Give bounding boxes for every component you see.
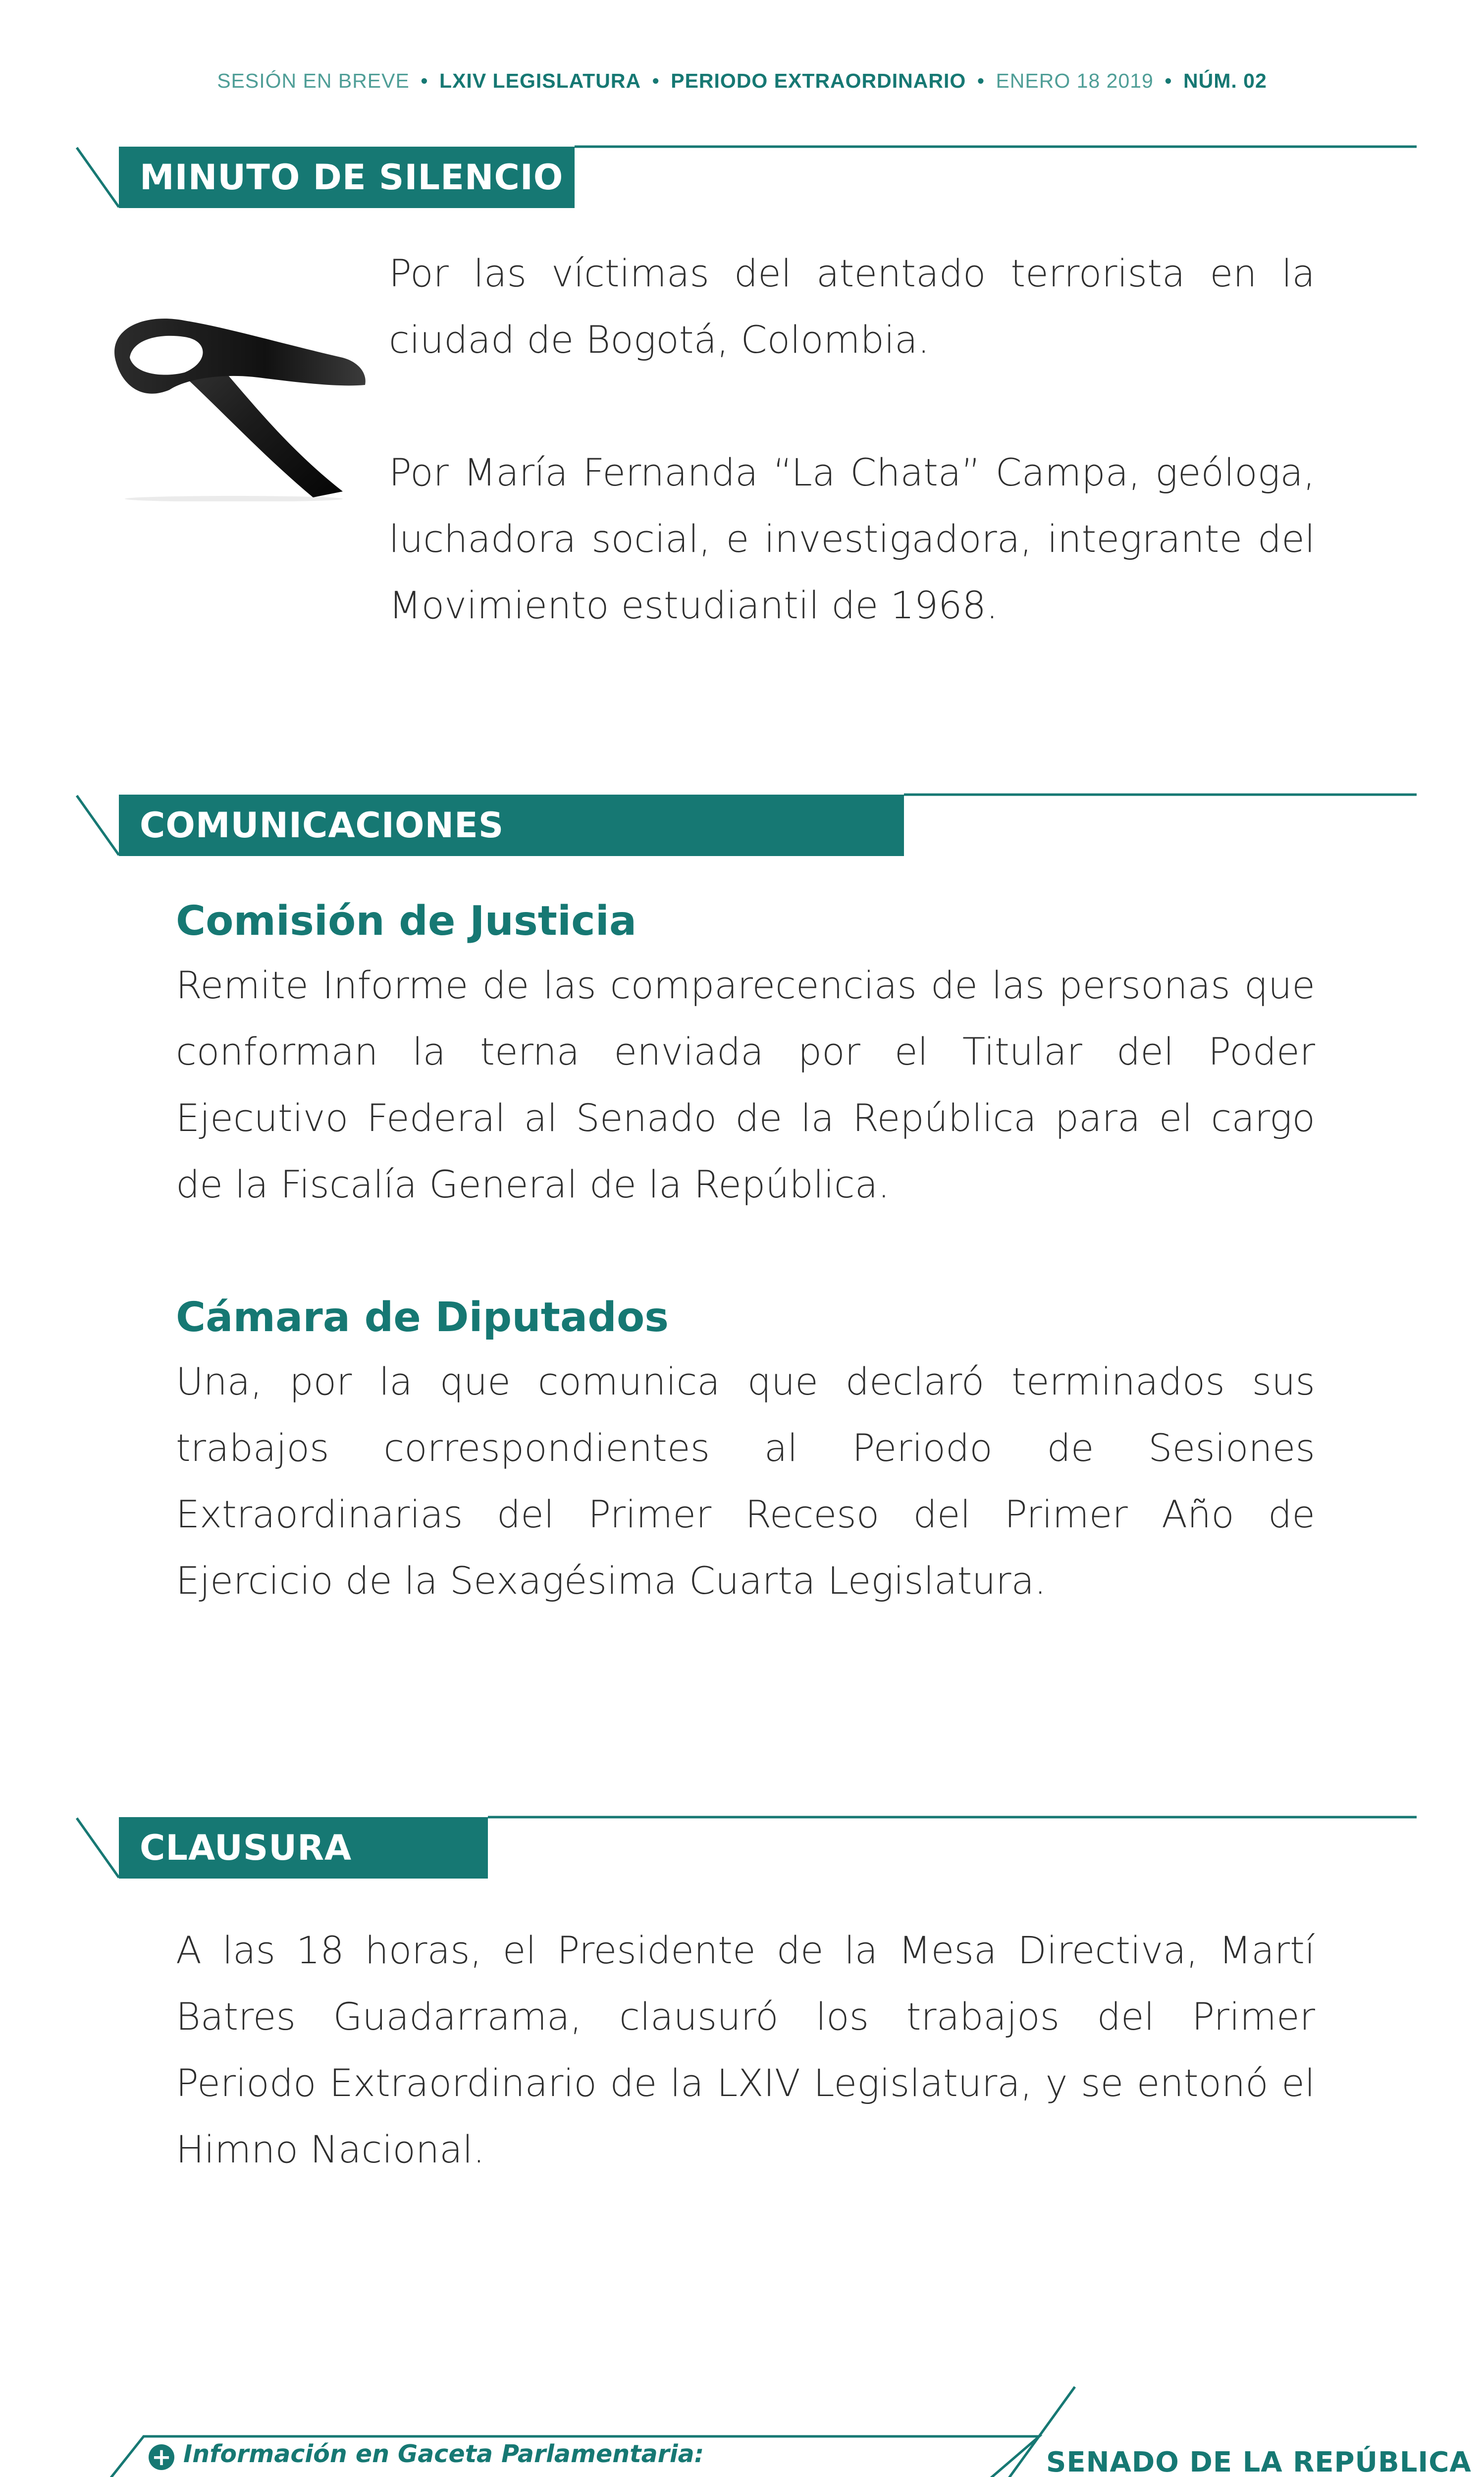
header-number: NÚM. 02 xyxy=(1183,69,1267,92)
org-name: SENADO DE LA REPÚBLICA xyxy=(1046,2446,1472,2477)
header-separator: • xyxy=(977,69,985,92)
header-separator: • xyxy=(421,69,428,92)
header-separator: • xyxy=(652,69,660,92)
minuto-paragraph-2: Por María Fernanda “La Chata” Campa, geóloga, luchadora social, e investigadora, integrante del Movimiento estudiantil de 1968. xyxy=(389,450,1315,627)
mourning-ribbon-icon xyxy=(110,303,377,501)
section-title-comunicaciones: COMUNICACIONES xyxy=(119,795,904,856)
camara-text: Una, por la que comunica que declaró terminados sus trabajos correspondientes al Periodo de Sesiones Extraordinarias del Primer Receso del Primer Año de Ejercicio de la Sexagésima Cuarta Legislatura. xyxy=(176,1359,1315,1603)
comision-heading: Comisión de Justicia xyxy=(176,898,637,945)
gaceta-info xyxy=(149,2440,704,2470)
header-session: SESIÓN EN BREVE xyxy=(217,69,410,92)
clausura-text: A las 18 horas, el Presidente de la Mesa Directiva, Martí Batres Guadarrama, clausuró los trabajos del Primer Periodo Extraordinario de la LXIV Legislatura, y se entonó el Himno Nacional. xyxy=(176,1928,1315,2171)
header-period: PERIODO EXTRAORDINARIO xyxy=(671,69,966,92)
header-separator: • xyxy=(1165,69,1172,92)
minuto-paragraph-1: Por las víctimas del atentado terrorista en la ciudad de Bogotá, Colombia. xyxy=(389,251,1315,362)
comision-text: Remite Informe de las comparecencias de las personas que conforman la terna enviada por el Titular del Poder Ejecutivo Federal al Senado de la República para el cargo de la Fiscalía General de la República. xyxy=(176,963,1315,1206)
section-title-minuto: MINUTO DE SILENCIO xyxy=(119,147,575,208)
gaceta-info-label: Información en Gaceta Parlamentaria: xyxy=(183,2440,704,2468)
header-legislature: LXIV LEGISLATURA xyxy=(439,69,641,92)
header-date: ENERO 18 2019 xyxy=(996,69,1154,92)
plus-circle-icon: + xyxy=(149,2444,174,2470)
section-title-clausura: CLAUSURA xyxy=(119,1817,488,1879)
camara-heading: Cámara de Diputados xyxy=(176,1294,669,1341)
